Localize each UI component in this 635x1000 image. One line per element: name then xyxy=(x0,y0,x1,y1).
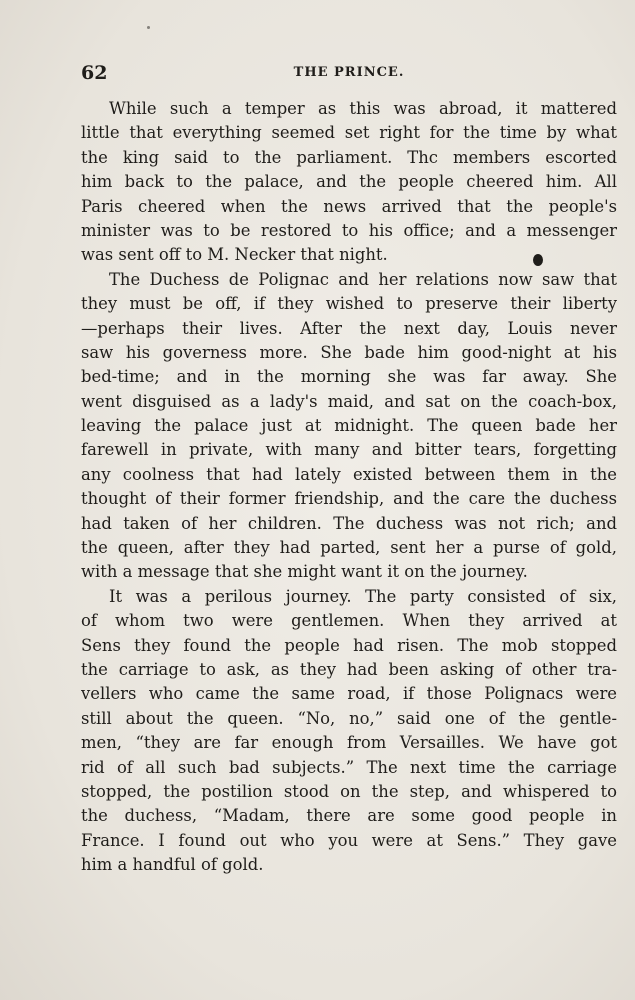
text-line: While such a temper as this was abroad, it mattered xyxy=(109,99,617,118)
text-line: him back to the palace, and the people cheered him. All xyxy=(81,172,617,192)
text-line: had taken of her children. The duchess was not rich; and xyxy=(81,513,617,533)
text-line: with a message that she might want it on the journey. xyxy=(81,562,528,582)
text-line: little that everything seemed set right for the time by what xyxy=(81,123,617,143)
text-line: they must be off, if they wished to preserve their liberty xyxy=(81,294,617,314)
text-line: Sens they found the people had risen. The mob stopped xyxy=(81,635,617,655)
text-line: the carriage to ask, as they had been asking of other tra- xyxy=(81,659,617,679)
text-line: the queen, after they had parted, sent her a purse of gold, xyxy=(81,538,617,558)
text-line: farewell in private, with many and bitter tears, forgetting xyxy=(81,440,617,460)
paragraph xyxy=(81,268,617,585)
text-line: rid of all such bad subjects.” The next time the carriage xyxy=(81,757,617,777)
text-line: men, “they are far enough from Versailles. We have got xyxy=(81,733,617,753)
text-line: It was a perilous journey. The party consisted of six, xyxy=(109,586,617,606)
text-line: France. I found out who you were at Sens.” They gave xyxy=(81,830,617,850)
text-line: bed-time; and in the morning she was far away. She xyxy=(81,367,617,387)
text-line: —perhaps their lives. After the next day, Louis never xyxy=(81,318,617,338)
text-line: Paris cheered when the news arrived that the people's xyxy=(81,196,617,216)
text-line: the duchess, “Madam, there are some good people in xyxy=(81,806,617,826)
paper-speck-mark xyxy=(147,26,150,29)
text-line: went disguised as a lady's maid, and sat on the coach-box, xyxy=(81,391,617,411)
page-header xyxy=(81,62,617,86)
text-line: thought of their former friendship, and the care the duchess xyxy=(81,489,617,509)
text-line: any coolness that had lately existed between them in the xyxy=(81,464,617,484)
page-number: 62 xyxy=(81,62,108,84)
text-line: The Duchess de Polignac and her relations now saw that xyxy=(109,269,617,289)
text-line: the king said to the parliament. Thc members escorted xyxy=(81,147,617,167)
paragraph xyxy=(81,97,617,268)
text-line: was sent off to M. Necker that night. xyxy=(81,245,388,265)
text-line: saw his governess more. She bade him good-night at his xyxy=(81,342,617,362)
ink-blot-mark xyxy=(533,254,543,266)
body-text xyxy=(81,97,617,878)
text-line: stopped, the postilion stood on the step, and whispered to xyxy=(81,781,617,801)
text-line: vellers who came the same road, if those Polignacs were xyxy=(81,684,617,704)
text-line: still about the queen. “No, no,” said one of the gentle- xyxy=(81,708,617,728)
running-title: THE PRINCE. xyxy=(293,65,405,80)
paragraph xyxy=(81,585,617,878)
text-line: leaving the palace just at midnight. The queen bade her xyxy=(81,416,617,436)
text-line: of whom two were gentlemen. When they arrived at xyxy=(81,611,617,631)
text-line: him a handful of gold. xyxy=(81,855,264,875)
text-line: minister was to be restored to his office; and a messenger xyxy=(81,220,617,240)
